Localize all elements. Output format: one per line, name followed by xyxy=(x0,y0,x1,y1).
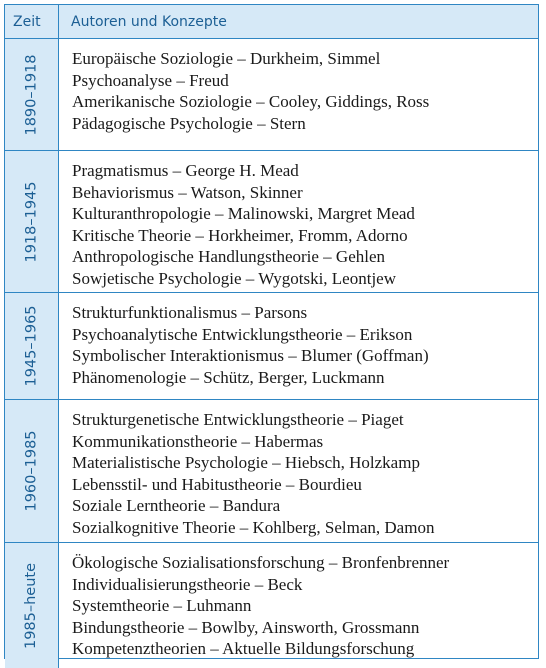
entry: Anthropologische Handlungstheorie – Gehlen xyxy=(72,247,386,267)
entry: Sozialkognitive Theorie – Kohlberg, Selman, Damon xyxy=(72,517,435,537)
entry: Europäische Soziologie – Durkheim, Simmel xyxy=(72,49,381,68)
entry: Materialistische Psychologie – Hiebsch, Holzkamp xyxy=(72,453,420,473)
entry: Strukturfunktionalismus – Parsons xyxy=(72,303,308,322)
entry: Psychoanalytische Entwicklungstheorie – Erikson xyxy=(72,324,413,344)
table-row-1918-1945 xyxy=(5,151,538,293)
entry: Kulturanthropologie – Malinowski, Margret Mead xyxy=(72,204,415,224)
period-cell xyxy=(5,400,59,542)
entry: Individualisierungstheorie – Beck xyxy=(72,574,303,594)
entry: Amerikanische Soziologie – Cooley, Giddings, Ross xyxy=(72,92,430,112)
table-row-1960-1985 xyxy=(5,400,538,543)
period-cell xyxy=(5,293,59,399)
entries-cell xyxy=(59,400,538,542)
entry: Systemtheorie – Luhmann xyxy=(72,596,252,616)
period-label: 1945–1965 xyxy=(23,305,40,387)
entry: Psychoanalyse – Freud xyxy=(72,70,229,90)
header-zeit: Zeit xyxy=(5,5,59,38)
period-cell xyxy=(5,543,59,668)
entries-cell xyxy=(59,151,538,292)
period-label: 1890–1918 xyxy=(23,53,40,136)
theory-timeline-table xyxy=(4,4,539,659)
entry: Pädagogische Psychologie – Stern xyxy=(72,113,306,133)
period-label: 1960–1985 xyxy=(23,430,40,512)
table-row-1945-1965 xyxy=(5,293,538,400)
entry: Lebensstil- und Habitustheorie – Bourdieu xyxy=(72,474,362,494)
entry: Ökologische Sozialisationsforschung – Bronfenbrenner xyxy=(72,553,450,572)
entry: Sowjetische Psychologie – Wygotski, Leontjew xyxy=(72,268,396,288)
entry: Kommunikationstheorie – Habermas xyxy=(72,431,324,451)
entry: Bindungstheorie – Bowlby, Ainsworth, Grossmann xyxy=(72,617,420,637)
period-label: 1918–1945 xyxy=(23,180,40,263)
entry: Symbolischer Interaktionismus – Blumer (Goffman) xyxy=(72,346,429,366)
table-row-1890-1918 xyxy=(5,39,538,151)
table-header xyxy=(5,5,538,39)
entries-cell xyxy=(59,39,538,150)
entries-cell xyxy=(59,543,538,668)
entry: Strukturgenetische Entwicklungstheorie – Piaget xyxy=(72,410,404,429)
entry: Kompetenztheorien – Aktuelle Bildungsforschung xyxy=(72,639,415,659)
entry: Phänomenologie – Schütz, Berger, Luckmann xyxy=(72,367,385,387)
entry: Pragmatismus – George H. Mead xyxy=(72,161,299,180)
entries-cell xyxy=(59,293,538,399)
period-label: 1985–heute xyxy=(23,562,40,649)
table-row-1985-heute xyxy=(5,543,538,668)
header-autoren: Autoren und Konzepte xyxy=(71,13,227,30)
entry: Kritische Theorie – Horkheimer, Fromm, Adorno xyxy=(72,225,408,245)
entry: Behaviorismus – Watson, Skinner xyxy=(72,182,303,202)
period-cell xyxy=(5,151,59,292)
period-cell xyxy=(5,39,59,150)
entry: Soziale Lerntheorie – Bandura xyxy=(72,496,281,516)
